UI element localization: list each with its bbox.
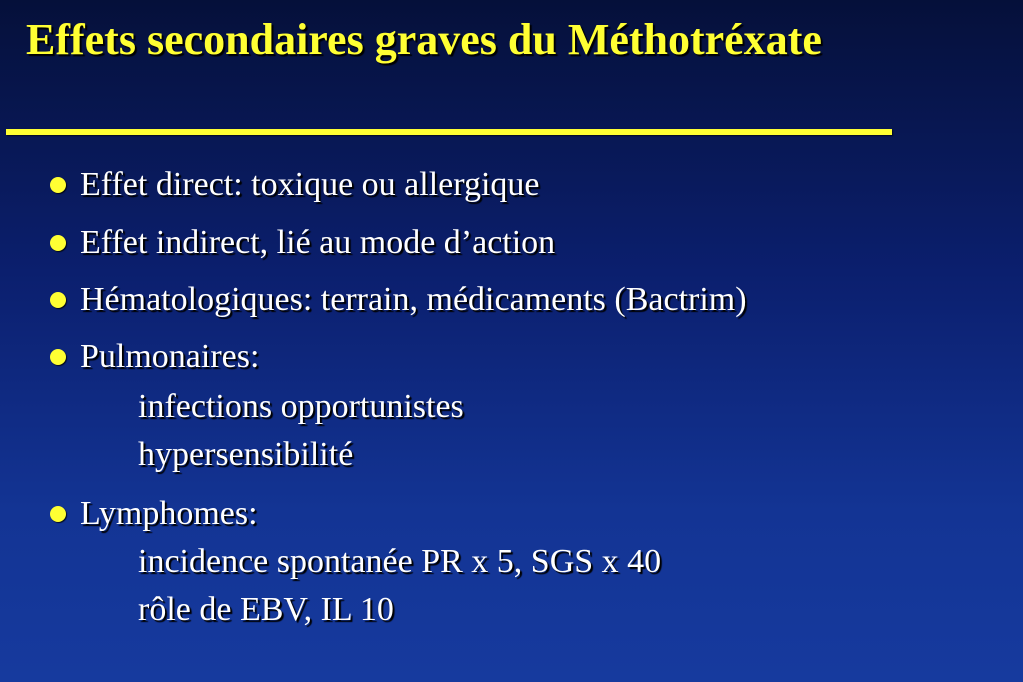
bullet-icon xyxy=(50,235,66,251)
bullet-text: Hématologiques: terrain, médicaments (Bactrim) xyxy=(80,281,747,318)
bullet-text: Pulmonaires: xyxy=(80,338,260,375)
sub-bullet-text: infections opportunistes xyxy=(138,388,464,425)
bullet-icon xyxy=(50,506,66,522)
sub-bullet-text: rôle de EBV, IL 10 xyxy=(138,591,394,628)
bullet-icon xyxy=(50,349,66,365)
bullet-text: Effet indirect, lié au mode d’action xyxy=(80,224,556,261)
slide-title: Effets secondaires graves du Méthotréxate xyxy=(26,15,822,64)
sub-bullet-text: incidence spontanée PR x 5, SGS x 40 xyxy=(138,543,662,580)
bullet-text: Effet direct: toxique ou allergique xyxy=(80,166,540,203)
bullet-icon xyxy=(50,177,66,193)
bullet-text: Lymphomes: xyxy=(80,495,258,532)
sub-bullet-text: hypersensibilité xyxy=(138,436,354,473)
bullet-icon xyxy=(50,292,66,308)
